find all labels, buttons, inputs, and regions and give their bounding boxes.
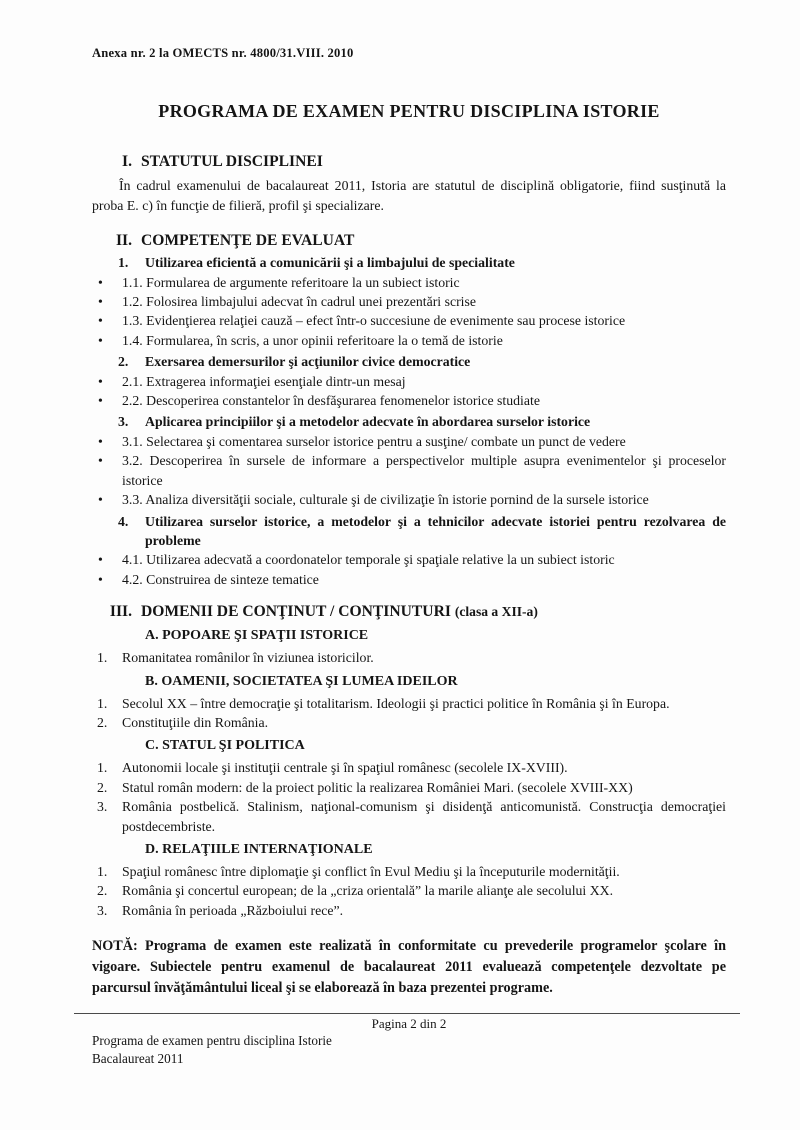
section-1-heading xyxy=(92,151,726,172)
group-title: Utilizarea eficientă a comunicării şi a limbajului de specialitate xyxy=(145,255,515,271)
section-2-number: II. xyxy=(115,232,132,250)
bullet-item: • 4.2. Construirea de sinteze tematice xyxy=(92,570,726,589)
group-number: 4. xyxy=(118,513,129,529)
item-text: Autonomii locale şi instituţii centrale şi în spaţiul românesc (secolele IX-XVIII). xyxy=(122,760,568,776)
list-item xyxy=(92,881,726,900)
nota-paragraph: NOTĂ: Programa de examen este realizată în conformitate cu prevederile programelor şcolare în vigoare. Subiectele pentru examenul de bacalaureat 2011 evaluează competenţele dezvoltate pe parcursul învăţământului liceal şi se elaborează în baza prezentei programe. xyxy=(92,938,726,997)
item-number: 1. xyxy=(97,695,108,711)
subsection-heading: B. OAMENII, SOCIETATEA ŞI LUMEA IDEILOR xyxy=(145,673,458,689)
competence-group-heading xyxy=(92,352,726,371)
subsection-heading: A. POPOARE ŞI SPAŢII ISTORICE xyxy=(145,628,369,644)
section-1-number: I. xyxy=(122,153,132,171)
item-text: România şi concertul european; de la „criza orientală” la marile alianţe ale secolului XX. xyxy=(122,883,614,899)
bullet-item: • 3.3. Analiza diversităţii sociale, culturale şi de civilizaţie în istorie pornind de la sursele istorice xyxy=(92,490,726,509)
list-item xyxy=(92,758,726,777)
item-text: Secolul XX – între democraţie şi totalitarism. Ideologii şi practici politice în România şi în Europa. xyxy=(122,695,670,711)
item-text: Romanitatea românilor în viziunea istoricilor. xyxy=(122,650,374,666)
item-number: 1. xyxy=(97,863,108,879)
section-3-heading xyxy=(92,601,726,622)
item-text: România postbelică. Stalinism, naţional-comunism şi disidenţă anticomunistă. Construcţia democraţiei postdecembriste. xyxy=(122,799,726,834)
item-number: 3. xyxy=(97,902,108,918)
bullet-item: • 1.1. Formularea de argumente referitoare la un subiect istoric xyxy=(92,273,726,292)
subsection-heading: D. RELAŢIILE INTERNAŢIONALE xyxy=(145,841,373,857)
item-text: Statul român modern: de la proiect politic la realizarea României Mari. (secolele XVIII-XX) xyxy=(122,779,633,795)
list-item xyxy=(92,797,726,836)
group-title: Aplicarea principiilor şi a metodelor adecvate în abordarea surselor istorice xyxy=(145,414,591,430)
bullet-item: • 1.4. Formularea, în scris, a unor opinii referitoare la o temă de istorie xyxy=(92,331,726,350)
list-item xyxy=(92,713,726,732)
section-3-class-note: (clasa a XII-a) xyxy=(454,604,538,620)
item-text: Spaţiul românesc între diplomaţie şi conflict în Evul Mediu şi la începuturile modernităţii. xyxy=(122,863,620,879)
group-title: Utilizarea surselor istorice, a metodelor şi a tehnicilor adecvate istoriei pentru rezolvarea de probleme xyxy=(145,513,726,548)
group-title: Exersarea demersurilor şi acţiunilor civice democratice xyxy=(145,354,471,370)
list-item xyxy=(92,778,726,797)
footer-exam-name: Bacalaureat 2011 xyxy=(92,1050,184,1066)
section-3-number: III. xyxy=(109,603,132,621)
subsection-heading: C. STATUL ŞI POLITICA xyxy=(145,738,305,754)
section-2-title: COMPETENŢE DE EVALUAT xyxy=(141,232,355,250)
bullet-item: • 2.1. Extragerea informaţiei esenţiale dintr-un mesaj xyxy=(92,372,726,391)
bullet-item: • 3.2. Descoperirea în sursele de informare a perspectivelor multiple asupra evenimentelor şi proceselor istorice xyxy=(92,451,726,490)
footer-divider xyxy=(74,1013,740,1014)
list-item xyxy=(92,901,726,920)
page-number: Pagina 2 din 2 xyxy=(371,1016,447,1032)
bullet-item: • 1.2. Folosirea limbajului adecvat în cadrul unei prezentări scrise xyxy=(92,292,726,311)
anexa-reference: Anexa nr. 2 la OMECTS nr. 4800/31.VIII. 2010 xyxy=(92,46,354,60)
list-item xyxy=(92,648,726,667)
competence-group-heading xyxy=(92,253,726,272)
item-number: 1. xyxy=(97,760,108,776)
item-text: România în perioada „Războiului rece”. xyxy=(122,902,344,918)
item-text: Constituţiile din România. xyxy=(122,714,269,730)
section-2-heading xyxy=(92,230,726,251)
group-number: 3. xyxy=(118,414,129,430)
bullet-item: • 2.2. Descoperirea constantelor în desfăşurarea fenomenelor istorice studiate xyxy=(92,391,726,410)
list-item xyxy=(92,694,726,713)
section-3-title: DOMENII DE CONŢINUT / CONŢINUTURI xyxy=(141,603,451,621)
item-number: 2. xyxy=(97,714,108,730)
item-number: 2. xyxy=(97,779,108,795)
competence-group-heading xyxy=(92,512,726,551)
list-item xyxy=(92,862,726,881)
item-number: 3. xyxy=(97,799,108,815)
competence-group-heading xyxy=(92,412,726,431)
bullet-item: • 3.1. Selectarea şi comentarea surselor istorice pentru a susţine/ combate un punct de vedere xyxy=(92,432,726,451)
group-number: 1. xyxy=(118,255,129,271)
document-title: PROGRAMA DE EXAMEN PENTRU DISCIPLINA ISTORIE xyxy=(158,101,660,122)
footer-document-name: Programa de examen pentru disciplina Istorie xyxy=(92,1033,332,1049)
section-1-title: STATUTUL DISCIPLINEI xyxy=(141,153,323,171)
bullet-item: • 1.3. Evidenţierea relaţiei cauză – efect într-o succesiune de evenimente sau procese istorice xyxy=(92,311,726,330)
item-number: 1. xyxy=(97,650,108,666)
item-number: 2. xyxy=(97,883,108,899)
section-1-paragraph: În cadrul examenului de bacalaureat 2011, Istoria are statutul de disciplină obligatorie, fiind susţinută la proba E. c) în funcţie de filieră, profil şi specializare. xyxy=(92,178,726,213)
bullet-item: • 4.1. Utilizarea adecvată a coordonatelor temporale şi spaţiale relative la un subiect istoric xyxy=(92,550,726,569)
group-number: 2. xyxy=(118,354,129,370)
